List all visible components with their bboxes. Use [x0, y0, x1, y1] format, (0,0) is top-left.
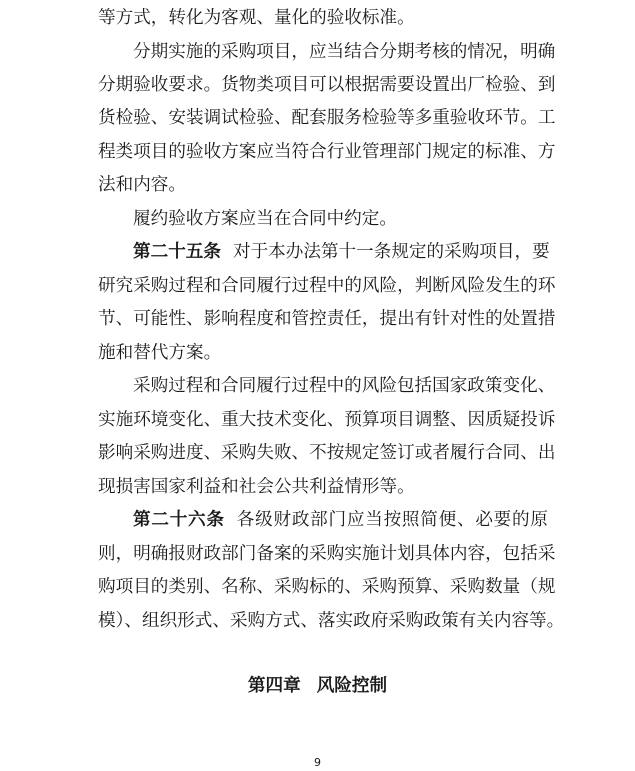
paragraph-line: 各级财政部门应当按照简便、必要的原 — [236, 510, 548, 530]
article-first-line — [133, 509, 548, 531]
paragraph-line: 影响采购进度、采购失败、不按规定签订或者履行合同、出 — [98, 443, 556, 463]
page-number: 9 — [314, 756, 321, 769]
article-first-line — [133, 241, 548, 263]
paragraph-line: 节、可能性、影响程度和管控责任，提出有针对性的处置措 — [98, 309, 556, 329]
chapter-number: 第四章 — [247, 676, 301, 696]
article-heading: 第二十五条 — [133, 242, 221, 262]
paragraph-line: 研究采购过程和合同履行过程中的风险，判断风险发生的环 — [98, 276, 556, 296]
chapter-title: 风险控制 — [316, 676, 388, 696]
paragraph-line: 分期实施的采购项目，应当结合分期考核的情况，明确 — [133, 42, 556, 62]
paragraph-line: 等方式，转化为客观、量化的验收标准。 — [98, 8, 415, 28]
paragraph-line: 模）、组织形式、采购方式、落实政府采购政策有关内容等。 — [98, 611, 565, 631]
paragraph-line: 分期验收要求。货物类项目可以根据需要设置出厂检验、到 — [98, 75, 556, 95]
paragraph-line: 则，明确报财政部门备案的采购实施计划具体内容，包括采 — [98, 544, 556, 564]
paragraph-line: 对于本办法第十一条规定的采购项目，要 — [232, 242, 550, 262]
paragraph-line: 履约验收方案应当在合同中约定。 — [133, 209, 397, 229]
paragraph-line: 施和替代方案。 — [98, 343, 222, 363]
paragraph-line: 现损害国家利益和社会公共利益情形等。 — [98, 477, 415, 497]
article-heading: 第二十六条 — [133, 510, 225, 530]
paragraph-line: 程类项目的验收方案应当符合行业管理部门规定的标准、方 — [98, 142, 556, 162]
paragraph-line: 购项目的类别、名称、采购标的、采购预算、采购数量（规 — [98, 577, 556, 597]
paragraph-line: 实施环境变化、重大技术变化、预算项目调整、因质疑投诉 — [98, 410, 556, 430]
paragraph-line: 采购过程和合同履行过程中的风险包括国家政策变化、 — [133, 376, 556, 396]
chapter-heading — [0, 675, 635, 697]
paragraph-line: 货检验、安装调试检验、配套服务检验等多重验收环节。工 — [98, 108, 556, 128]
paragraph-line: 法和内容。 — [98, 175, 186, 195]
